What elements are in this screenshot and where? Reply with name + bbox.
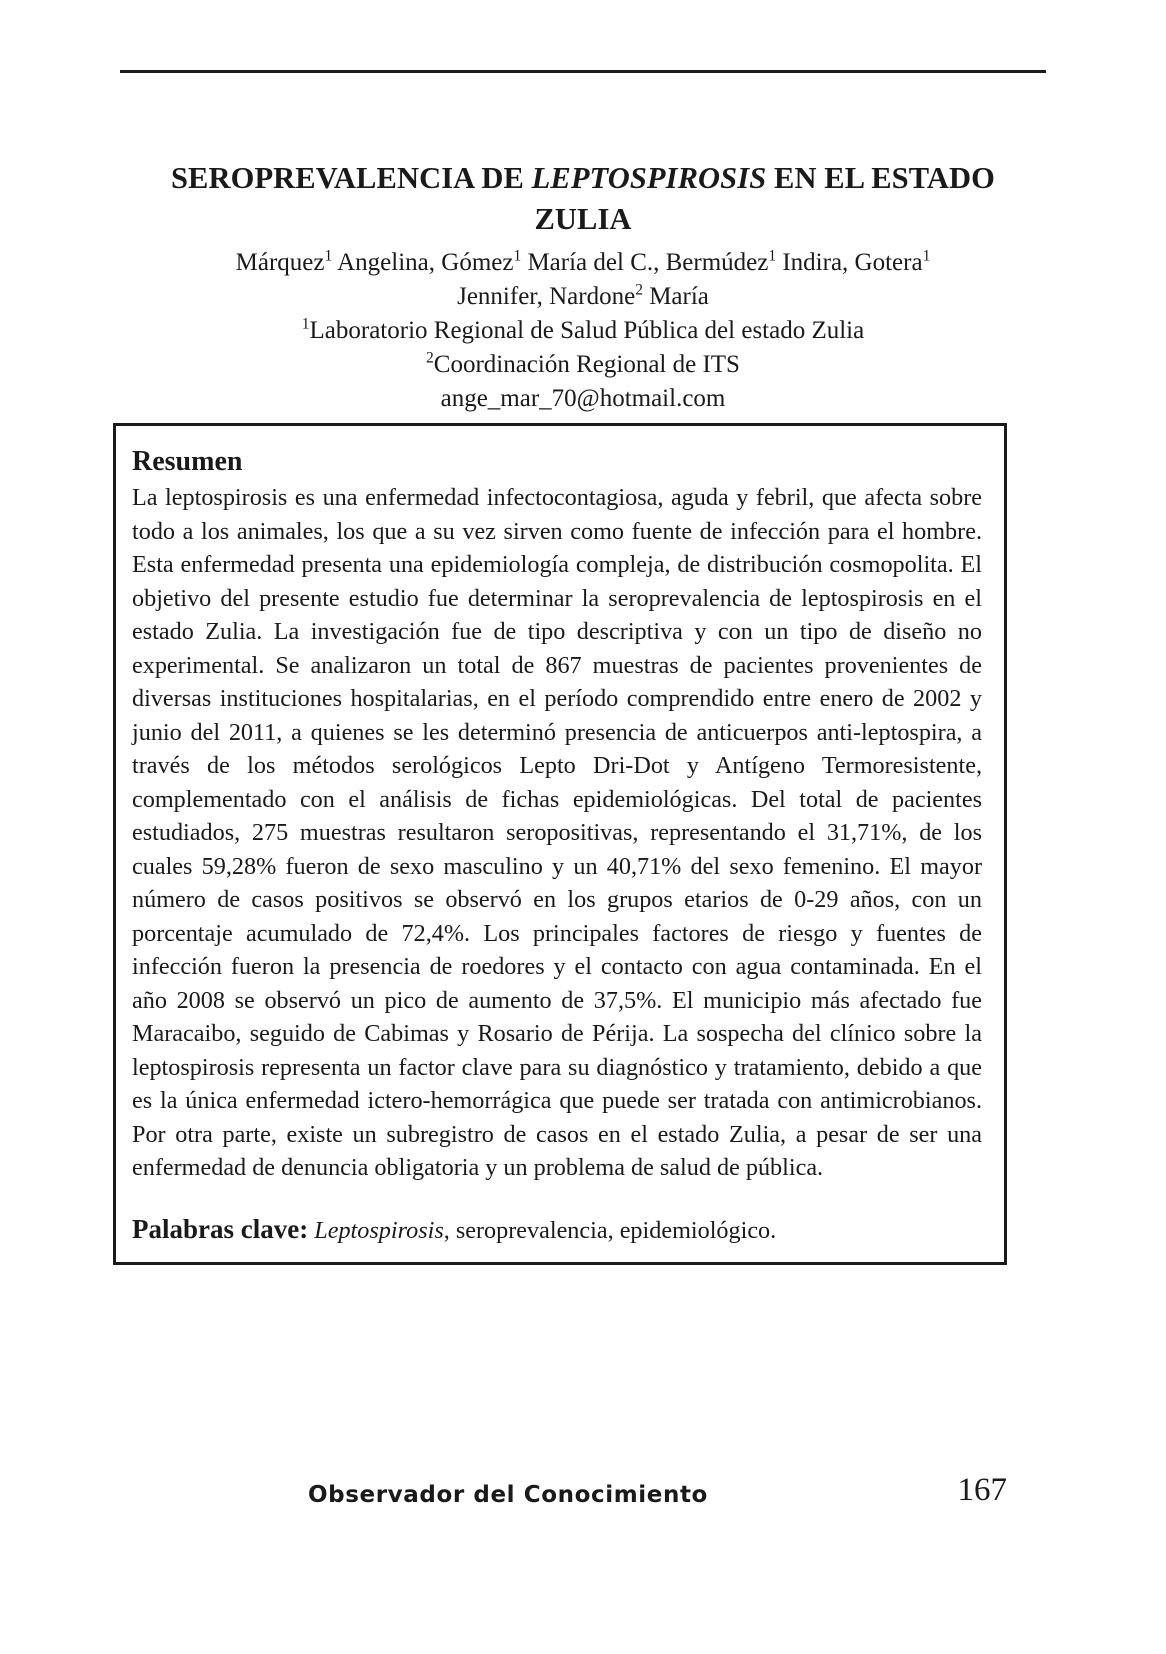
affiliation-2 — [130, 348, 1036, 382]
keyword-italic-term: Leptospirosis — [314, 1216, 444, 1244]
author-block — [130, 246, 1036, 416]
page-number: 167 — [957, 1472, 1007, 1508]
affiliation-marker-3: 1 — [768, 247, 777, 265]
title-species-italic: LEPTOSPIROSIS — [531, 161, 767, 196]
page-title — [150, 158, 1016, 239]
title-text-before: SEROPREVALENCIA DE — [170, 161, 532, 196]
abstract-body: La leptospirosis es una enfermedad infectocontagiosa, aguda y febril, que afecta sobre todo a los animales, los que a su vez sirven como fuente de infección para el hombre. Esta enfermedad presenta una epidemiología compleja, de distribución cosmopolita. El objetivo del presente estudio fue determinar la seroprevalencia de leptospirosis en el estado Zulia. La investigación fue de tipo descriptiva y con un tipo de diseño no experimental. Se analizaron un total de 867 muestras de pacientes provenientes de diversas instituciones hospitalarias, en el período comprendido entre enero de 2002 y junio del 2011, a quienes se les determinó presencia de anticuerpos anti-leptospira, a través de los métodos serológicos Lepto Dri-Dot y Antígeno Termoresistente, complementado con el análisis de fichas epidemiológicas. Del total de pacientes estudiados, 275 muestras resultaron seropositivas, representando el 31,71%, de los cuales 59,28% fueron de sexo masculino y un 40,71% del sexo femenino. El mayor número de casos positivos se observó en los grupos etarios de 0-29 años, con un porcentaje acumulado de 72,4%. Los principales factores de riesgo y fuentes de infección fueron la presencia de roedores y el contacto con agua contaminada. En el año 2008 se observó un pico de aumento de 37,5%. El municipio más afectado fue Maracaibo, seguido de Cabimas y Rosario de Périja. La sospecha del clínico sobre la leptospirosis representa un factor clave para su diagnóstico y tratamiento, debido a que es la única enfermedad ictero-hemorrágica que puede ser tratada con antimicrobianos. Por otra parte, existe un subregistro de casos en el estado Zulia, a pesar de ser una enfermedad de denuncia obligatoria y un problema de salud de pública. — [132, 484, 982, 1182]
affiliation-1-text: Laboratorio Regional de Salud Pública del estado Zulia — [309, 317, 865, 344]
affiliation-marker-2: 1 — [513, 247, 522, 265]
affiliation-marker-1: 1 — [324, 247, 333, 265]
affiliation-marker-4: 1 — [922, 247, 931, 265]
contact-email[interactable]: ange_mar_70@hotmail.com — [440, 385, 726, 412]
author-marquez: Márquez — [235, 249, 325, 276]
affiliation-1-marker: 1 — [301, 315, 310, 333]
author-nardone-given: María — [642, 283, 709, 310]
affiliation-marker-5: 2 — [635, 281, 643, 299]
abstract-box — [113, 423, 1007, 1265]
keywords-label: Palabras clave: — [132, 1213, 309, 1244]
title-text-after: EN EL ESTADO ZULIA — [534, 161, 995, 236]
author-line-2 — [130, 280, 1036, 314]
keywords-line — [132, 1211, 982, 1248]
keywords-rest: , seroprevalencia, epidemiológico. — [443, 1216, 777, 1244]
abstract-heading: Resumen — [132, 446, 243, 477]
affiliation-2-marker: 2 — [426, 349, 434, 367]
author-line-1 — [130, 246, 1036, 280]
author-gotera: Indira, Gotera — [776, 249, 923, 276]
header-rule — [120, 70, 1046, 73]
affiliation-1 — [130, 314, 1036, 348]
page-footer — [113, 1472, 1007, 1528]
author-nardone: Jennifer, Nardone — [457, 283, 636, 310]
author-gomez: Angelina, Gómez — [332, 249, 514, 276]
journal-name: Observador del Conocimiento — [308, 1482, 708, 1508]
affiliation-2-text: Coordinación Regional de ITS — [433, 351, 740, 378]
author-bermudez: María del C., Bermúdez — [521, 249, 769, 276]
